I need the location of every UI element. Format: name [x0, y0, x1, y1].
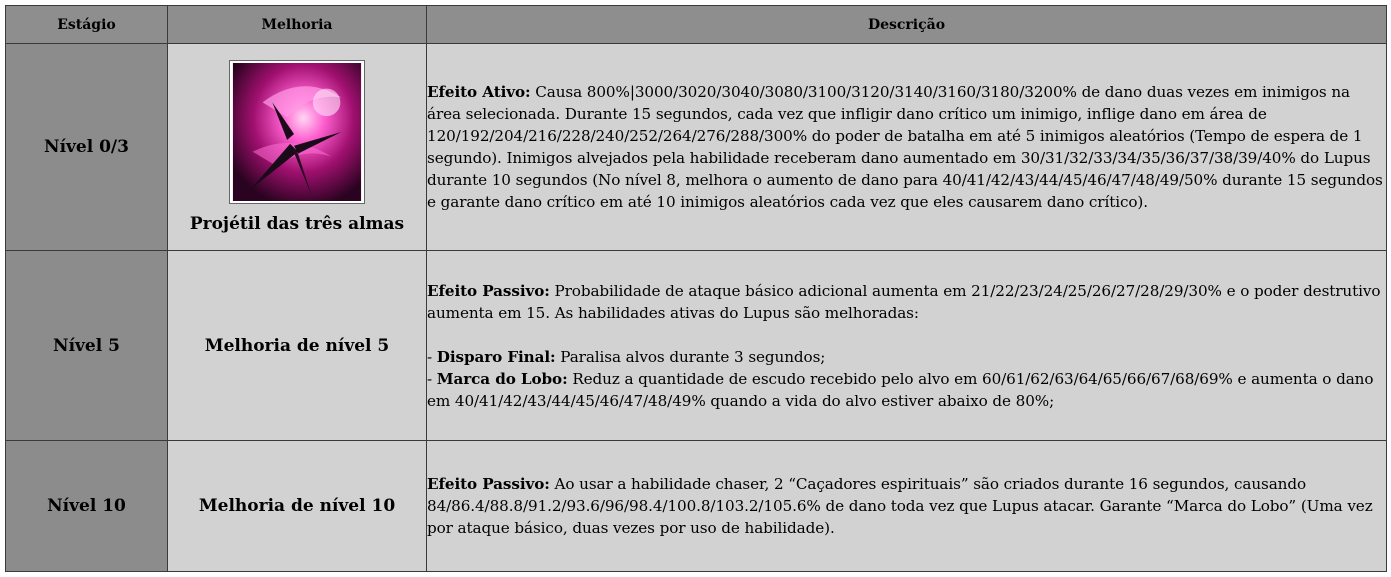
header-description: Descrição: [427, 6, 1387, 44]
table-row: [6, 44, 1387, 251]
effect-label: Efeito Passivo:: [427, 281, 550, 300]
bullet-prefix: -: [427, 369, 437, 388]
effect-text: Probabilidade de ataque básico adicional aumenta em 21/22/23/24/25/26/27/28/29/30% e o poder destrutivo aumenta em 15. As habilidades ativas do Lupus são melhoradas:: [427, 281, 1381, 322]
description-cell: [427, 251, 1387, 441]
upgrades-table: [5, 5, 1387, 572]
spacer: [427, 324, 1386, 346]
description-line: [427, 473, 1386, 539]
table-row: [6, 441, 1387, 572]
skill-text: Paralisa alvos durante 3 segundos;: [555, 347, 826, 366]
skill-text: Reduz a quantidade de escudo recebido pelo alvo em 60/61/62/63/64/65/66/67/68/69% e aumenta o dano em 40/41/42/43/44/45/46/47/48/49% quando a vida do alvo estiver abaixo de 80%;: [427, 369, 1374, 410]
upgrade-cell: Melhoria de nível 5: [168, 251, 427, 441]
description-cell: [427, 441, 1387, 572]
effect-text: Causa 800%|3000/3020/3040/3080/3100/3120/3140/3160/3180/3200% de dano duas vezes em inimigos na área selecionada. Durante 15 segundos, cada vez que infligir dano crítico um inimigo, inflige dano em área de 120/192/204/216/228/240/252/264/276/288/300% do poder de batalha em até 5 inimigos aleatórios (Tempo de espera de 1 segundo). Inimigos alvejados pela habilidade receberam dano aumentado em 30/31/32/33/34/35/36/37/38/39/40% do Lupus durante 10 segundos (No nível 8, melhora o aumento de dano para 40/41/42/43/44/45/46/47/48/49/50% durante 15 segundos e garante dano crítico em até 10 inimigos aleatórios cada vez que eles causarem dano crítico).: [427, 83, 1383, 211]
description-line: [427, 280, 1386, 324]
stage-cell: Nível 10: [6, 441, 168, 572]
three-souls-projectile-icon: [229, 60, 365, 204]
effect-label: Efeito Passivo:: [427, 475, 550, 493]
header-upgrade: Melhoria: [168, 6, 427, 44]
stage-cell: Nível 0/3: [6, 44, 168, 251]
description-line: [427, 81, 1386, 213]
skill-label: Marca do Lobo:: [436, 369, 568, 388]
effect-text: Ao usar a habilidade chaser, 2 “Caçadores espirituais” são criados durante 16 segundos, causando 84/86.4/88.8/91.2/93.6/96/98.4/100.8/103.2/105.6% de dano toda vez que Lupus atacar. Garante “Marca do Lobo” (Uma vez por ataque básico, duas vezes por uso de habilidade).: [427, 475, 1373, 537]
upgrade-name: Projétil das três almas: [189, 214, 405, 234]
bullet-prefix: -: [427, 347, 437, 366]
table-row: [6, 251, 1387, 441]
description-cell: [427, 44, 1387, 251]
header-stage: Estágio: [6, 6, 168, 44]
skill-label: Disparo Final:: [436, 347, 556, 366]
effect-label: Efeito Ativo:: [427, 83, 531, 101]
description-line: [427, 368, 1386, 412]
description-line: [427, 346, 1386, 368]
header-row: [6, 6, 1387, 44]
upgrade-cell: Melhoria de nível 10: [168, 441, 427, 572]
upgrade-cell: [168, 44, 427, 251]
stage-cell: Nível 5: [6, 251, 168, 441]
